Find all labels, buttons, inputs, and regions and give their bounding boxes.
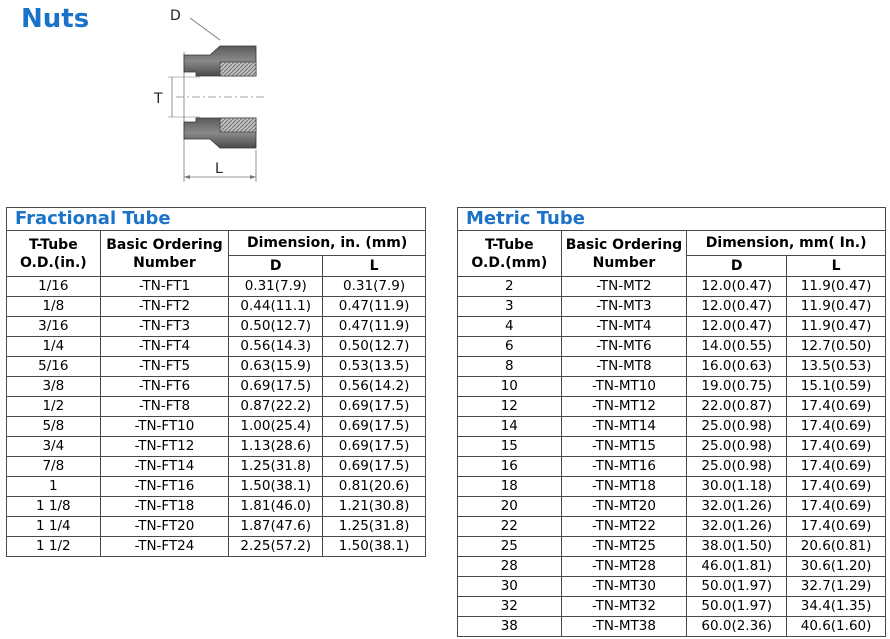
- tube-od-cell: 5/16: [7, 357, 101, 377]
- tube-od-cell: 7/8: [7, 457, 101, 477]
- tube-od-cell: 12: [458, 397, 562, 417]
- dimension-d-cell: 0.31(7.9): [229, 277, 323, 297]
- label-d: D: [170, 8, 181, 24]
- tube-od-cell: 3/16: [7, 317, 101, 337]
- ordering-number-cell: -TN-MT6: [561, 337, 687, 357]
- ordering-number-cell: -TN-MT25: [561, 537, 687, 557]
- tube-od-cell: 1/2: [7, 397, 101, 417]
- dimension-d-cell: 38.0(1.50): [687, 537, 787, 557]
- dimension-d-cell: 2.25(57.2): [229, 537, 323, 557]
- dimension-d-cell: 46.0(1.81): [687, 557, 787, 577]
- dimension-d-cell: 19.0(0.75): [687, 377, 787, 397]
- table-row: [7, 357, 426, 377]
- dimension-l-cell: 40.6(1.60): [787, 617, 886, 637]
- dimension-l-cell: 17.4(0.69): [787, 497, 886, 517]
- ordering-number-cell: -TN-MT20: [561, 497, 687, 517]
- column-header-d: D: [687, 256, 787, 277]
- tube-od-cell: 6: [458, 337, 562, 357]
- ordering-number-cell: -TN-FT4: [100, 337, 229, 357]
- dimension-d-cell: 22.0(0.87): [687, 397, 787, 417]
- column-header-dimension: Dimension, in. (mm): [229, 231, 426, 256]
- dimension-l-cell: 1.25(31.8): [323, 517, 426, 537]
- dimension-d-cell: 1.81(46.0): [229, 497, 323, 517]
- table-row: [458, 317, 886, 337]
- dimension-d-cell: 0.44(11.1): [229, 297, 323, 317]
- table-row: [458, 277, 886, 297]
- ordering-number-cell: -TN-FT18: [100, 497, 229, 517]
- ordering-number-cell: -TN-FT6: [100, 377, 229, 397]
- ordering-number-cell: -TN-FT10: [100, 417, 229, 437]
- tube-od-cell: 1 1/2: [7, 537, 101, 557]
- table-row: [7, 337, 426, 357]
- column-header-l: L: [787, 256, 886, 277]
- tube-od-cell: 10: [458, 377, 562, 397]
- column-header-ordering-number: Basic Ordering Number: [100, 231, 229, 277]
- tube-od-cell: 8: [458, 357, 562, 377]
- table-row: [7, 537, 426, 557]
- dimension-d-cell: 12.0(0.47): [687, 317, 787, 337]
- dimension-l-cell: 13.5(0.53): [787, 357, 886, 377]
- dimension-d-cell: 1.13(28.6): [229, 437, 323, 457]
- dimension-l-cell: 0.53(13.5): [323, 357, 426, 377]
- dimension-d-cell: 32.0(1.26): [687, 497, 787, 517]
- tube-od-cell: 15: [458, 437, 562, 457]
- dimension-d-cell: 25.0(0.98): [687, 437, 787, 457]
- dimension-d-cell: 0.87(22.2): [229, 397, 323, 417]
- table-row: [458, 437, 886, 457]
- ordering-number-cell: -TN-FT1: [100, 277, 229, 297]
- table-row: [7, 517, 426, 537]
- tube-od-cell: 1: [7, 477, 101, 497]
- ordering-number-cell: -TN-MT4: [561, 317, 687, 337]
- dimension-l-cell: 0.69(17.5): [323, 457, 426, 477]
- tube-od-cell: 18: [458, 477, 562, 497]
- dimension-l-cell: 15.1(0.59): [787, 377, 886, 397]
- ordering-number-cell: -TN-FT8: [100, 397, 229, 417]
- table-row: [458, 557, 886, 577]
- table-row: [458, 297, 886, 317]
- tube-od-cell: 16: [458, 457, 562, 477]
- tube-od-cell: 32: [458, 597, 562, 617]
- label-l: L: [215, 161, 223, 177]
- ordering-number-cell: -TN-MT28: [561, 557, 687, 577]
- tube-od-cell: 25: [458, 537, 562, 557]
- tube-od-cell: 1/4: [7, 337, 101, 357]
- dimension-d-cell: 0.56(14.3): [229, 337, 323, 357]
- dimension-l-cell: 0.47(11.9): [323, 317, 426, 337]
- ordering-number-cell: -TN-MT38: [561, 617, 687, 637]
- ordering-number-cell: -TN-MT30: [561, 577, 687, 597]
- column-header-l: L: [323, 256, 426, 277]
- dimension-l-cell: 11.9(0.47): [787, 277, 886, 297]
- metric-tube-table: [457, 207, 886, 637]
- ordering-number-cell: -TN-FT16: [100, 477, 229, 497]
- dimension-l-cell: 0.50(12.7): [323, 337, 426, 357]
- dimension-l-cell: 20.6(0.81): [787, 537, 886, 557]
- dimension-l-cell: 30.6(1.20): [787, 557, 886, 577]
- dimension-d-cell: 12.0(0.47): [687, 297, 787, 317]
- tube-od-cell: 28: [458, 557, 562, 577]
- table-row: [7, 477, 426, 497]
- tube-od-cell: 2: [458, 277, 562, 297]
- fractional-tube-table: [6, 207, 426, 557]
- ordering-number-cell: -TN-MT22: [561, 517, 687, 537]
- dimension-l-cell: 17.4(0.69): [787, 417, 886, 437]
- dimension-d-cell: 0.63(15.9): [229, 357, 323, 377]
- tube-od-cell: 5/8: [7, 417, 101, 437]
- table-row: [458, 417, 886, 437]
- tube-od-cell: 1 1/8: [7, 497, 101, 517]
- dimension-d-cell: 60.0(2.36): [687, 617, 787, 637]
- table-row: [458, 477, 886, 497]
- ordering-number-cell: -TN-FT12: [100, 437, 229, 457]
- tube-od-cell: 20: [458, 497, 562, 517]
- ordering-number-cell: -TN-FT5: [100, 357, 229, 377]
- table-row: [7, 417, 426, 437]
- dimension-d-cell: 0.50(12.7): [229, 317, 323, 337]
- table-row: [7, 457, 426, 477]
- tube-od-cell: 22: [458, 517, 562, 537]
- dimension-l-cell: 17.4(0.69): [787, 437, 886, 457]
- dimension-l-cell: 0.47(11.9): [323, 297, 426, 317]
- label-t: T: [154, 91, 163, 107]
- table-row: [458, 457, 886, 477]
- dimension-d-cell: 1.00(25.4): [229, 417, 323, 437]
- tube-od-cell: 30: [458, 577, 562, 597]
- dimension-d-cell: 25.0(0.98): [687, 417, 787, 437]
- table-row: [458, 597, 886, 617]
- table-row: [7, 497, 426, 517]
- column-header-d: D: [229, 256, 323, 277]
- table-row: [458, 617, 886, 637]
- table-row: [458, 577, 886, 597]
- dimension-l-cell: 17.4(0.69): [787, 457, 886, 477]
- ordering-number-cell: -TN-MT12: [561, 397, 687, 417]
- table-row: [7, 437, 426, 457]
- dimension-d-cell: 50.0(1.97): [687, 577, 787, 597]
- column-header-dimension: Dimension, mm( In.): [687, 231, 886, 256]
- table-row: [458, 537, 886, 557]
- column-header-tube-od: T-Tube O.D.(in.): [7, 231, 101, 277]
- table-caption: Fractional Tube: [7, 208, 426, 231]
- table-row: [7, 377, 426, 397]
- table-row: [458, 497, 886, 517]
- tube-od-cell: 1/16: [7, 277, 101, 297]
- ordering-number-cell: -TN-MT3: [561, 297, 687, 317]
- table-row: [7, 277, 426, 297]
- tube-od-cell: 1 1/4: [7, 517, 101, 537]
- ordering-number-cell: -TN-MT18: [561, 477, 687, 497]
- dimension-l-cell: 11.9(0.47): [787, 297, 886, 317]
- dimension-l-cell: 34.4(1.35): [787, 597, 886, 617]
- ordering-number-cell: -TN-FT2: [100, 297, 229, 317]
- ordering-number-cell: -TN-FT24: [100, 537, 229, 557]
- dimension-l-cell: 0.69(17.5): [323, 417, 426, 437]
- table-row: [7, 297, 426, 317]
- dimension-l-cell: 0.31(7.9): [323, 277, 426, 297]
- table-row: [458, 377, 886, 397]
- dimension-l-cell: 0.69(17.5): [323, 397, 426, 417]
- column-header-tube-od: T-Tube O.D.(mm): [458, 231, 562, 277]
- table-row: [458, 397, 886, 417]
- ordering-number-cell: -TN-MT8: [561, 357, 687, 377]
- dimension-l-cell: 1.21(30.8): [323, 497, 426, 517]
- ordering-number-cell: -TN-MT15: [561, 437, 687, 457]
- dimension-l-cell: 17.4(0.69): [787, 477, 886, 497]
- dimension-d-cell: 32.0(1.26): [687, 517, 787, 537]
- dimension-d-cell: 1.87(47.6): [229, 517, 323, 537]
- ordering-number-cell: -TN-MT2: [561, 277, 687, 297]
- dimension-l-cell: 12.7(0.50): [787, 337, 886, 357]
- ordering-number-cell: -TN-FT20: [100, 517, 229, 537]
- ordering-number-cell: -TN-FT3: [100, 317, 229, 337]
- dimension-l-cell: 11.9(0.47): [787, 317, 886, 337]
- dimension-l-cell: 0.81(20.6): [323, 477, 426, 497]
- tube-od-cell: 38: [458, 617, 562, 637]
- dimension-l-cell: 17.4(0.69): [787, 517, 886, 537]
- ordering-number-cell: -TN-MT16: [561, 457, 687, 477]
- dimension-l-cell: 1.50(38.1): [323, 537, 426, 557]
- dimension-l-cell: 0.56(14.2): [323, 377, 426, 397]
- ordering-number-cell: -TN-MT10: [561, 377, 687, 397]
- dimension-l-cell: 32.7(1.29): [787, 577, 886, 597]
- ordering-number-cell: -TN-MT14: [561, 417, 687, 437]
- dimension-d-cell: 14.0(0.55): [687, 337, 787, 357]
- dimension-d-cell: 0.69(17.5): [229, 377, 323, 397]
- nut-cross-section-diagram: [140, 0, 280, 195]
- tube-od-cell: 4: [458, 317, 562, 337]
- column-header-ordering-number: Basic Ordering Number: [561, 231, 687, 277]
- dimension-d-cell: 30.0(1.18): [687, 477, 787, 497]
- tube-od-cell: 3: [458, 297, 562, 317]
- page-title: Nuts: [21, 4, 90, 34]
- dimension-l-cell: 0.69(17.5): [323, 437, 426, 457]
- table-row: [458, 517, 886, 537]
- dimension-d-cell: 1.50(38.1): [229, 477, 323, 497]
- ordering-number-cell: -TN-FT14: [100, 457, 229, 477]
- tube-od-cell: 3/8: [7, 377, 101, 397]
- table-row: [7, 317, 426, 337]
- dimension-d-cell: 50.0(1.97): [687, 597, 787, 617]
- ordering-number-cell: -TN-MT32: [561, 597, 687, 617]
- tube-od-cell: 3/4: [7, 437, 101, 457]
- table-row: [458, 337, 886, 357]
- dimension-d-cell: 16.0(0.63): [687, 357, 787, 377]
- dimension-l-cell: 17.4(0.69): [787, 397, 886, 417]
- dimension-d-cell: 25.0(0.98): [687, 457, 787, 477]
- tube-od-cell: 14: [458, 417, 562, 437]
- dimension-d-cell: 12.0(0.47): [687, 277, 787, 297]
- table-row: [7, 397, 426, 417]
- tube-od-cell: 1/8: [7, 297, 101, 317]
- dimension-d-cell: 1.25(31.8): [229, 457, 323, 477]
- table-row: [458, 357, 886, 377]
- table-caption: Metric Tube: [458, 208, 886, 231]
